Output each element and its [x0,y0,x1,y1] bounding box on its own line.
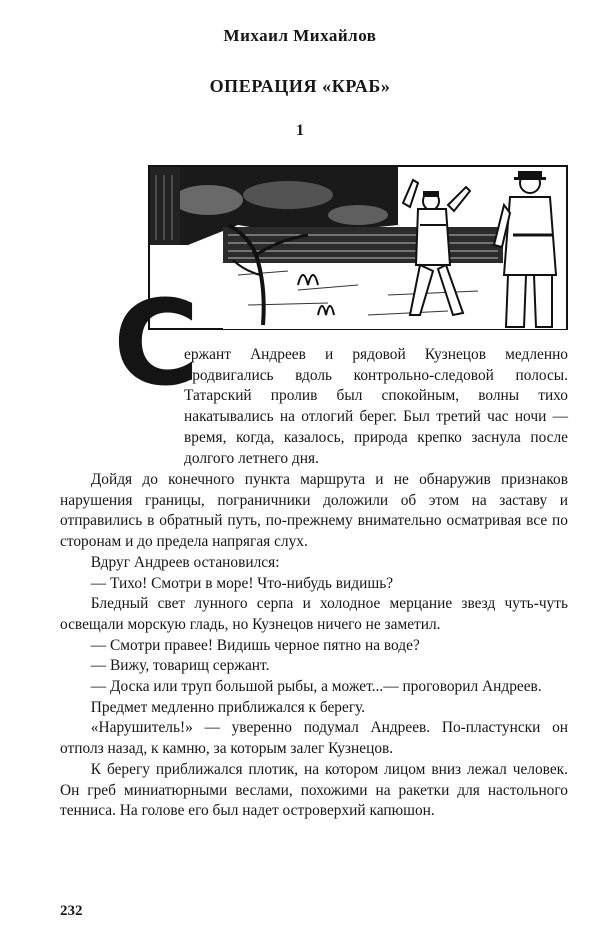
drop-cap: С [113,274,200,412]
ink-illustration [148,165,568,330]
paragraph: — Доска или труп большой рыбы, а может...— проговорил Андреев. [90,678,542,696]
paragraph: — Тихо! Смотри в море! Что-нибудь видишь? [90,574,394,592]
paragraph: — Вижу, товарищ сержант. [90,657,270,675]
body-text [60,345,568,469]
story-title: ОПЕРАЦИЯ «КРАБ» [209,76,391,96]
paragraph: Бледный свет лунного серпа и холодное мерцание звезд чуть-чуть освещали морскую гладь, но Кузнецов ничего не заметил. [60,595,568,633]
body-text-continued [60,470,568,822]
paragraph: Дойдя до конечного пункта маршрута и не обнаружив признаков нарушения границы, пограничники доложили об этом на заставу и отправились в обратный путь, по-прежнему внимательно осматривая все по сторонам и до предела напрягая слух. [60,471,568,551]
author-name: Михаил Михайлов [223,26,377,45]
page-number: 232 [60,903,83,919]
paragraph: К берегу приближался плотик, на котором лицом вниз лежал человек. Он греб миниатюрными веслами, похожими на ракетки для настольного тенниса. На голове его был надет островерхий капюшон. [60,760,568,820]
paragraph: «Нарушитель!» — уверенно подумал Андреев. По-пластунски он отполз назад, к камню, за которым залег Кузнецов. [60,719,568,758]
paragraph: — Смотри правее! Видишь черное пятно на воде? [90,636,420,654]
paragraph: Вдруг Андреев остановился: [90,553,280,571]
chapter-number: 1 [296,122,304,139]
paragraph: ержант Андреев и рядовой Кузнецов медленно продвигались вдоль контрольно-следовой полосы. Татарский пролив был спокойным, волны тихо накатывались на отлогий берег. Был третий час ночи — время, когда, казалось, природа крепко заснула после долгого летнего дня. [184,346,568,467]
paragraph: Предмет медленно приближался к берегу. [90,698,366,716]
